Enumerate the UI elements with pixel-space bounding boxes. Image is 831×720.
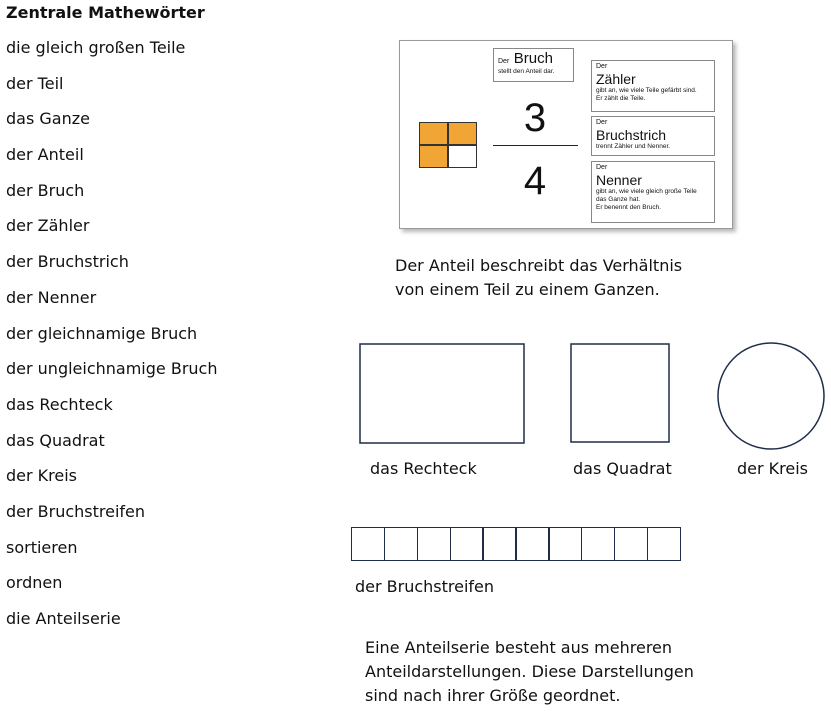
numerator: 3: [523, 96, 547, 140]
nenner-article: Der: [596, 164, 608, 171]
nenner-desc-2: das Ganze hat.: [596, 196, 641, 203]
anteilserie-text-line-2: Anteildarstellungen. Diese Darstellungen: [365, 662, 694, 681]
bruch-word: Bruch: [513, 50, 553, 67]
vocab-item: der Teil: [6, 73, 64, 93]
zaehler-desc-1: gibt an, wie viele Teile gefärbt sind.: [596, 87, 697, 94]
kreis-caption: der Kreis: [737, 459, 809, 478]
bruch-article: Der: [498, 58, 510, 65]
strip-cell: [417, 527, 451, 561]
nenner-desc-1: gibt an, wie viele gleich große Teile: [596, 188, 697, 195]
vocab-item: der Zähler: [6, 216, 90, 236]
vocab-item: das Ganze: [6, 109, 90, 129]
anteilserie-text: [365, 636, 694, 708]
page-title: Zentrale Mathewörter: [6, 3, 205, 22]
strip-cell: [351, 527, 385, 561]
vocab-item: der Kreis: [6, 466, 78, 486]
bruchstreifen-caption: der Bruchstreifen: [355, 577, 495, 596]
anteilserie-text-line-1: Eine Anteilserie besteht aus mehreren: [365, 638, 673, 657]
strip-cell: [515, 527, 549, 561]
anteil-text-line-1: Der Anteil beschreibt das Verhältnis: [395, 256, 683, 275]
strip-cell: [548, 527, 582, 561]
zaehler-word: Zähler: [596, 71, 636, 87]
bruch-desc: stellt den Anteil dar.: [498, 68, 555, 75]
nenner-word: Nenner: [596, 172, 642, 188]
vocab-item: das Rechteck: [6, 394, 113, 414]
denominator: 4: [523, 159, 547, 203]
vocab-item: ordnen: [6, 573, 63, 593]
vocab-item: der gleichnamige Bruch: [6, 323, 198, 343]
vocab-item: der Bruchstrich: [6, 252, 129, 272]
square-shape: [571, 344, 669, 442]
zaehler-article: Der: [596, 63, 608, 70]
vocab-item: der Bruch: [6, 180, 85, 200]
strip-cell: [581, 527, 615, 561]
bruchstrich-article: Der: [596, 119, 608, 126]
bruchstrich-word: Bruchstrich: [596, 127, 667, 143]
quadrat-caption: das Quadrat: [573, 459, 672, 478]
vocab-item: sortieren: [6, 537, 78, 557]
strip-cell: [384, 527, 418, 561]
anteil-text-line-2: von einem Teil zu einem Ganzen.: [395, 280, 660, 299]
fraction-strip: [351, 527, 681, 561]
vocab-item: der Nenner: [6, 287, 97, 307]
vocab-item: der Bruchstreifen: [6, 501, 146, 521]
circle-shape: [718, 343, 824, 449]
vocab-item: der ungleichnamige Bruch: [6, 359, 218, 379]
anteilserie-text-line-3: sind nach ihrer Größe geordnet.: [365, 686, 621, 705]
strip-cell: [647, 527, 681, 561]
vocab-item: der Anteil: [6, 145, 84, 165]
vocab-item: das Quadrat: [6, 430, 105, 450]
rectangle-shape: [360, 344, 524, 443]
vocab-item: die Anteilserie: [6, 609, 121, 628]
strip-cell: [450, 527, 484, 561]
zaehler-desc-2: Er zählt die Teile.: [596, 95, 646, 102]
nenner-desc-3: Er benennt den Bruch.: [596, 204, 662, 211]
strip-cell: [614, 527, 648, 561]
rechteck-caption: das Rechteck: [370, 459, 477, 478]
strip-cell: [482, 527, 516, 561]
bruchstrich-desc: trennt Zähler und Nenner.: [596, 143, 671, 150]
vocab-item: die gleich großen Teile: [6, 38, 186, 57]
